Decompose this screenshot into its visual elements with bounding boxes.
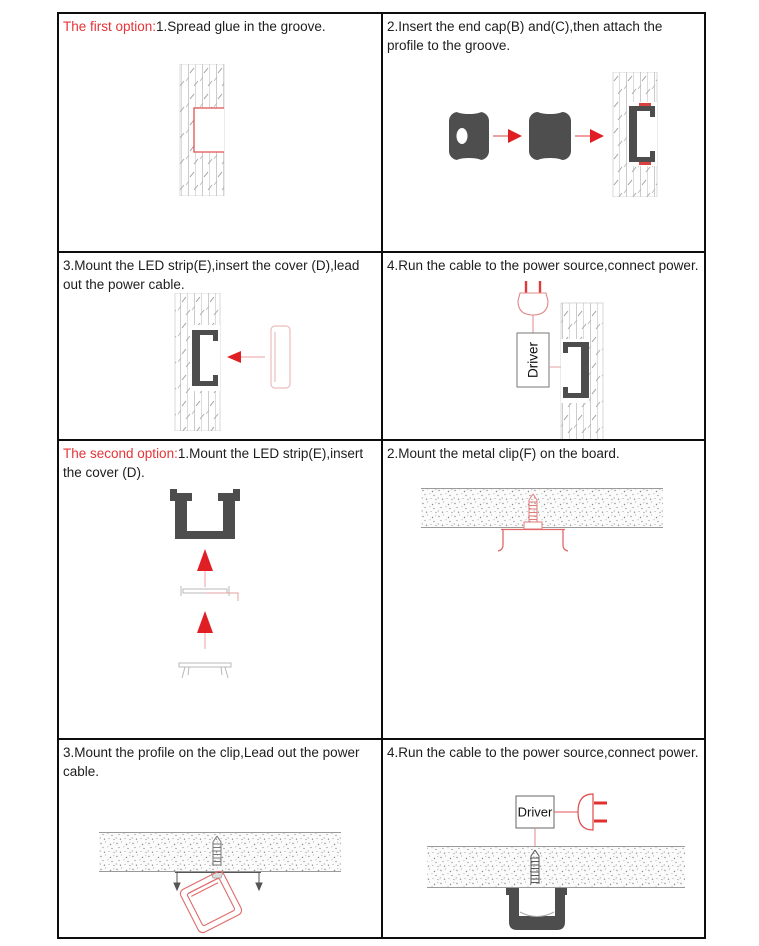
glue-mark xyxy=(639,103,651,107)
step-text: 1.Mount the LED strip(E),insert the cover (D). xyxy=(63,446,364,480)
end-cap-c xyxy=(529,106,571,166)
step-text: 4.Run the cable to the power source,connect power. xyxy=(387,258,699,273)
clip-base xyxy=(524,522,542,529)
step-cell-option2-step2 xyxy=(383,441,704,740)
driver-box xyxy=(517,333,549,387)
instruction-table xyxy=(57,12,706,939)
led-strip xyxy=(181,586,238,601)
step-cell-option1-step2 xyxy=(383,14,704,253)
step-cell-option1-step4 xyxy=(383,253,704,441)
driver-box xyxy=(516,796,554,828)
step-caption xyxy=(63,17,377,36)
aluminium-profile xyxy=(170,489,240,539)
endcaps-profile-illustration xyxy=(441,72,693,197)
arrow-right-icon xyxy=(575,129,604,143)
cover-insert-illustration xyxy=(163,293,345,431)
step-cell-option1-step1 xyxy=(59,14,383,253)
arrow-up-icon xyxy=(197,611,213,649)
step-caption xyxy=(387,743,700,762)
cover xyxy=(179,663,231,678)
mounted-profile xyxy=(506,888,567,930)
wall-groove-glue-illustration xyxy=(171,64,233,196)
option-label: The first option: xyxy=(63,19,157,34)
step-cell-option2-step3 xyxy=(59,740,383,937)
board xyxy=(427,846,685,888)
driver-plug-board-illustration xyxy=(423,790,689,935)
step-text: 3.Mount the profile on the clip,Lead out the power cable. xyxy=(63,745,360,779)
glue-mark xyxy=(639,162,651,166)
profile-onto-clip-illustration xyxy=(99,828,341,936)
step-cell-option2-step4 xyxy=(383,740,704,937)
step-text: 4.Run the cable to the power source,connect power. xyxy=(387,745,699,760)
step-text: 3.Mount the LED strip(E),insert the cover (D),lead out the power cable. xyxy=(63,258,360,292)
cover-arc xyxy=(520,912,554,917)
arrow-up-icon xyxy=(197,549,213,587)
power-cable xyxy=(205,593,238,601)
step-caption xyxy=(63,444,377,482)
step-cell-option1-step3 xyxy=(59,253,383,441)
step-caption xyxy=(63,743,377,781)
power-connection-illustration xyxy=(433,281,663,441)
power-plug-icon xyxy=(518,281,548,315)
board-clip-illustration xyxy=(421,488,663,566)
tilted-profile xyxy=(179,870,244,935)
metal-clip xyxy=(498,530,568,552)
arrow-right-icon xyxy=(493,129,522,143)
step-text: 1.Spread glue in the groove. xyxy=(156,19,326,34)
cover-outline xyxy=(271,326,290,388)
end-cap-b xyxy=(449,106,489,166)
board xyxy=(99,832,341,872)
step-cell-option2-step1 xyxy=(59,441,383,740)
cable-hole xyxy=(457,128,468,144)
step-caption xyxy=(63,256,377,294)
assembly-stack-illustration xyxy=(145,487,265,699)
step-caption xyxy=(387,256,700,275)
step-text: 2.Mount the metal clip(F) on the board. xyxy=(387,446,620,461)
step-caption xyxy=(387,444,700,463)
driver-label: Driver xyxy=(517,804,553,820)
driver-label: Driver xyxy=(525,342,541,378)
step-caption xyxy=(387,17,700,55)
option-label: The second option: xyxy=(63,446,178,461)
arrow-left-icon xyxy=(227,351,265,363)
groove xyxy=(194,108,224,152)
step-text: 2.Insert the end cap(B) and(C),then attach the profile to the groove. xyxy=(387,19,663,53)
power-plug-icon xyxy=(578,794,607,830)
